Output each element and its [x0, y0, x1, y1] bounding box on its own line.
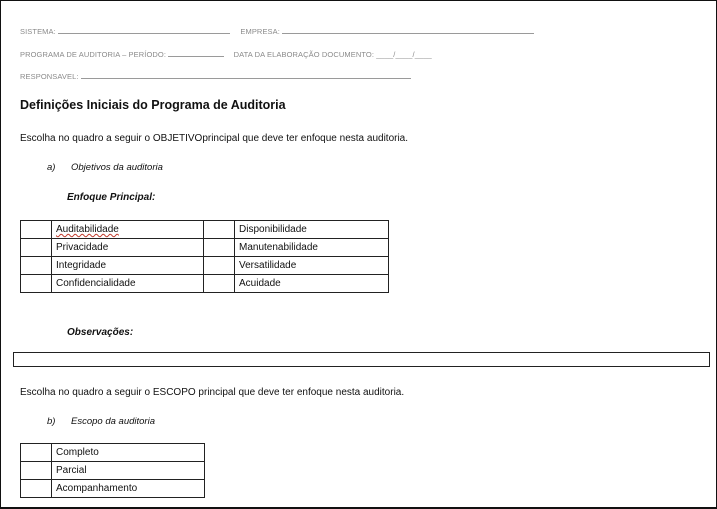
checkbox-cell[interactable]: [21, 239, 52, 257]
objetivo-intro: Escolha no quadro a seguir o OBJETIVOprincipal que deve ter enfoque nesta auditoria.: [20, 133, 409, 144]
option-cell: Versatilidade: [235, 257, 389, 275]
option-cell: Acuidade: [235, 275, 389, 293]
checkbox-cell[interactable]: [204, 275, 235, 293]
escopo-table: [20, 443, 205, 498]
option-cell: Acompanhamento: [52, 480, 205, 498]
table-row: [21, 257, 389, 275]
checkbox-cell[interactable]: [21, 480, 52, 498]
escopo-subtitle: Escopo da auditoria: [71, 416, 155, 427]
table-row: [21, 275, 389, 293]
table-row: [21, 462, 205, 480]
sistema-line: [20, 26, 534, 36]
checkbox-cell[interactable]: [21, 257, 52, 275]
checkbox-cell[interactable]: [21, 275, 52, 293]
data-elaboracao-label: DATA DA ELABORAÇÃO DOCUMENTO:: [233, 50, 375, 59]
sistema-label: SISTEMA:: [20, 27, 56, 36]
option-auditabilidade: Auditabilidade: [56, 224, 119, 235]
responsavel-line: [20, 71, 411, 81]
table-row: [21, 239, 389, 257]
checkbox-cell[interactable]: [204, 239, 235, 257]
objetivo-subtitle-row: [47, 162, 163, 173]
option-cell: Confidencialidade: [52, 275, 204, 293]
option-cell: [52, 221, 204, 239]
programa-label: PROGRAMA DE AUDITORIA – PERÍODO:: [20, 50, 167, 59]
page-title: Definições Iniciais do Programa de Auditoria: [20, 98, 286, 112]
escopo-letter: b): [47, 416, 56, 427]
enfoque-label: Enfoque Principal:: [67, 192, 156, 203]
option-cell: Completo: [52, 444, 205, 462]
table-row: [21, 221, 389, 239]
programa-line: [20, 49, 432, 59]
responsavel-label: RESPONSAVEL:: [20, 72, 79, 81]
option-cell: Privacidade: [52, 239, 204, 257]
objetivo-subtitle: Objetivos da auditoria: [71, 162, 163, 173]
checkbox-cell[interactable]: [21, 221, 52, 239]
table-row: [21, 480, 205, 498]
objetivo-letter: a): [47, 162, 56, 173]
empresa-label: EMPRESA:: [240, 27, 280, 36]
table-row: [21, 444, 205, 462]
periodo-field[interactable]: [168, 49, 224, 57]
checkbox-cell[interactable]: [21, 444, 52, 462]
option-cell: Parcial: [52, 462, 205, 480]
checkbox-cell[interactable]: [204, 221, 235, 239]
option-cell: Disponibilidade: [235, 221, 389, 239]
sistema-field[interactable]: [58, 26, 230, 34]
empresa-field[interactable]: [282, 26, 534, 34]
escopo-subtitle-row: [47, 416, 155, 427]
objetivos-table: [20, 220, 389, 293]
observacoes-field[interactable]: [13, 352, 710, 367]
option-cell: Integridade: [52, 257, 204, 275]
responsavel-field[interactable]: [81, 71, 411, 79]
escopo-intro: Escolha no quadro a seguir o ESCOPO principal que deve ter enfoque nesta auditoria.: [20, 387, 405, 398]
date-field[interactable]: ____/____/____: [376, 50, 432, 59]
option-cell: Manutenabilidade: [235, 239, 389, 257]
observacoes-label: Observações:: [67, 327, 134, 338]
checkbox-cell[interactable]: [21, 462, 52, 480]
checkbox-cell[interactable]: [204, 257, 235, 275]
